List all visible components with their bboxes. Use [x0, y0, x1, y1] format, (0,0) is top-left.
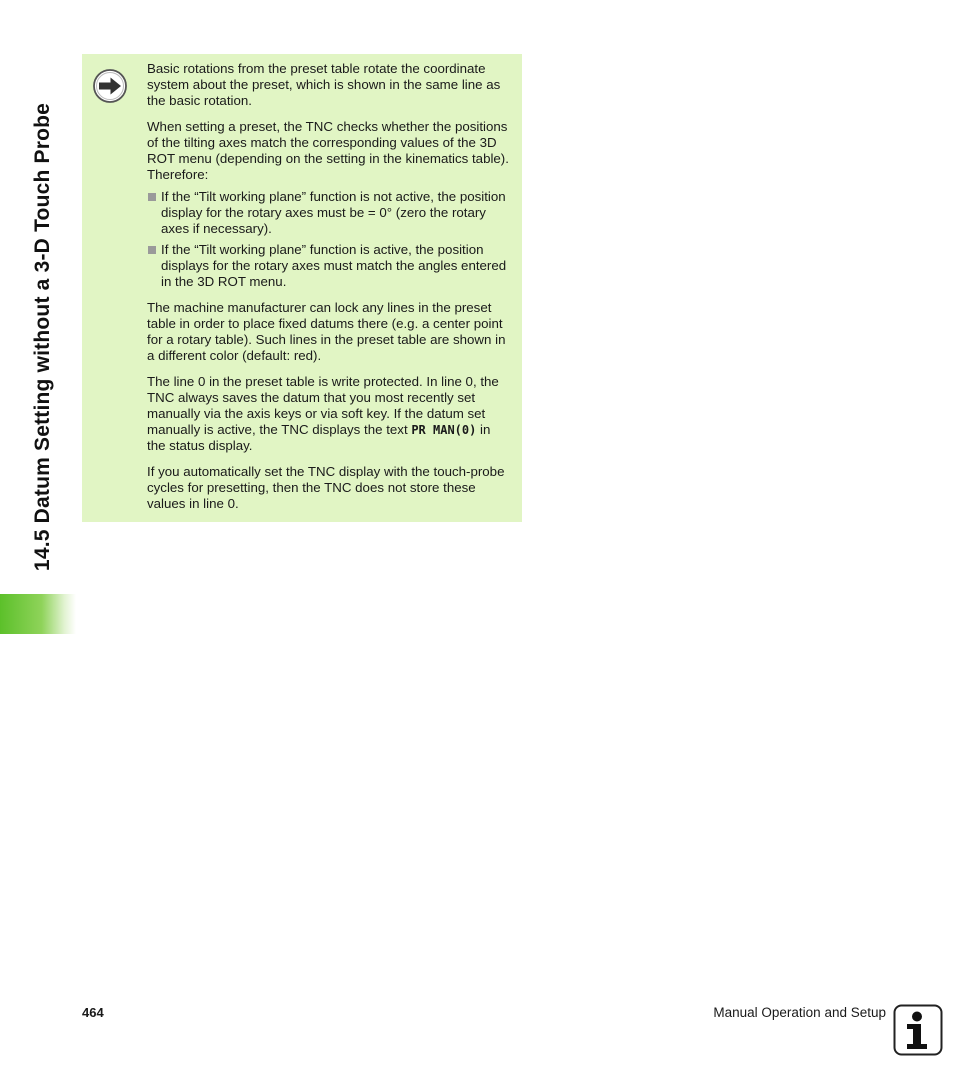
- line0-text-after: in the status display.: [147, 422, 491, 453]
- note-box: [82, 54, 522, 522]
- chapter-heading-text: 14.5 Datum Setting without a 3-D Touch Probe: [31, 102, 54, 572]
- note-paragraph-line0: [147, 374, 512, 454]
- square-bullet-icon: [148, 246, 156, 254]
- square-bullet-icon: [148, 193, 156, 201]
- line0-text-before: The line 0 in the preset table is write protected. In line 0, the TNC always saves the datum that you most recently set manually via the axis keys or via soft key. If the datum set manually is active, the TNC displays the text: [147, 374, 499, 437]
- footer-section-title: Manual Operation and Setup: [713, 1005, 886, 1020]
- status-code-pr-man: PR MAN(0): [411, 423, 477, 437]
- note-paragraph-checks: When setting a preset, the TNC checks whether the positions of the tilting axes match the corresponding values of the 3D ROT menu (depending on the setting in the kinematics table). Therefore:: [147, 119, 509, 182]
- arrow-right-icon: [92, 68, 128, 104]
- page-number: 464: [82, 1005, 104, 1020]
- note-paragraph-intro: Basic rotations from the preset table rotate the coordinate system about the preset, which is shown in the same line as the basic rotation.: [147, 61, 501, 108]
- note-bullet-list: [147, 189, 512, 290]
- note-paragraph-lock: The machine manufacturer can lock any lines in the preset table in order to place fixed datums there (e.g. a center point for a rotary table). Such lines in the preset table are shown in a different color (default: red).: [147, 300, 506, 363]
- note-paragraph-auto: If you automatically set the TNC display with the touch-probe cycles for presetting, then the TNC does not store these values in line 0.: [147, 464, 505, 511]
- list-item: [147, 242, 512, 290]
- list-item-text: If the “Tilt working plane” function is not active, the position display for the rotary axes must be = 0° (zero the rotary axes if necessary).: [161, 189, 506, 236]
- chapter-side-heading: [26, 52, 60, 622]
- list-item-text: If the “Tilt working plane” function is active, the position displays for the rotary axes must match the angles entered in the 3D ROT menu.: [161, 242, 507, 289]
- info-icon: [893, 1004, 943, 1056]
- list-item: [147, 189, 512, 237]
- chapter-tab-marker: [0, 594, 76, 634]
- note-text: [147, 61, 512, 522]
